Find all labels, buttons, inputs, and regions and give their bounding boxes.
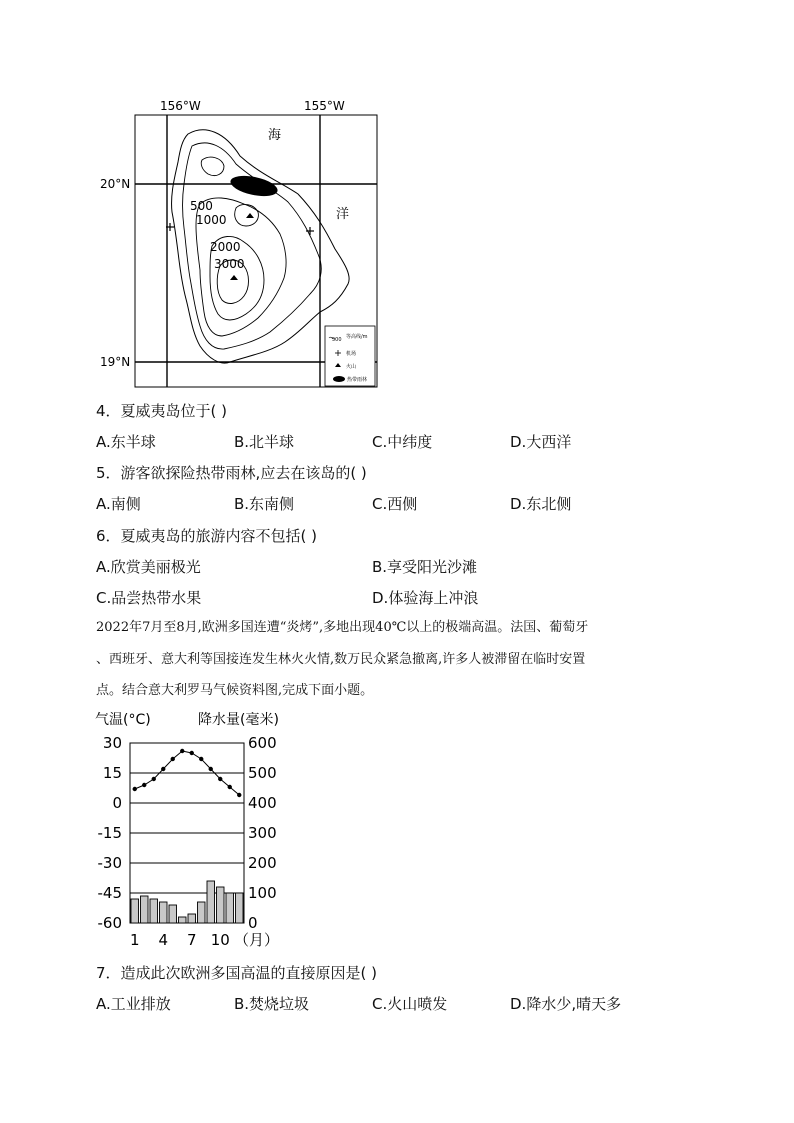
- lat-label-20n: 20°N: [100, 177, 131, 191]
- temperature-point: [190, 751, 194, 755]
- right-tick-label: 600: [248, 734, 277, 752]
- island-map-figure: [100, 94, 390, 394]
- temperature-point: [180, 749, 184, 753]
- contour-label-2000: 2000: [210, 240, 241, 254]
- temperature-point: [209, 767, 213, 771]
- contour-northwest: [201, 157, 224, 175]
- lon-label-156w: 156°W: [160, 99, 201, 113]
- legend-contour-label: 等高线/m: [346, 334, 368, 340]
- question-4-option-b[interactable]: B.北半球: [234, 433, 295, 451]
- climate-chart-svg: [90, 706, 310, 956]
- question-7-stem: 7．造成此次欧洲多国高温的直接原因是( ): [96, 964, 378, 982]
- sea-label-hai: 海: [268, 128, 282, 143]
- x-tick-label: 7: [186, 931, 197, 949]
- question-6-option-b[interactable]: B.享受阳光沙滩: [372, 558, 478, 576]
- temperature-point: [218, 777, 222, 781]
- right-tick-label: 0: [248, 914, 258, 932]
- legend-contour-value: 500: [332, 337, 342, 343]
- question-5-option-c[interactable]: C.西侧: [372, 495, 418, 513]
- lat-label-19n: 19°N: [100, 355, 131, 369]
- legend-volcano-label: 火山: [346, 364, 357, 370]
- precipitation-bar: [236, 893, 244, 923]
- precipitation-bar: [188, 914, 196, 923]
- temperature-point: [237, 793, 241, 797]
- temperature-point: [142, 783, 146, 787]
- contour-label-500: 500: [190, 199, 213, 213]
- passage-line-2: 、西班牙、意大利等国接连发生林火火情,数万民众紧急撤离,许多人被滞留在临时安置: [96, 652, 586, 667]
- temperature-point: [199, 757, 203, 761]
- x-tick-label: 4: [158, 931, 169, 949]
- question-6-option-c[interactable]: C.品尝热带水果: [96, 589, 202, 607]
- question-4-option-c[interactable]: C.中纬度: [372, 433, 433, 451]
- left-tick-label: -30: [97, 854, 122, 872]
- contour-north-peak: [235, 205, 259, 226]
- question-4-option-a[interactable]: A.东半球: [96, 433, 156, 451]
- coastline: [172, 130, 350, 363]
- temperature-point: [161, 767, 165, 771]
- right-tick-label: 300: [248, 824, 277, 842]
- contour-500: [183, 143, 322, 349]
- question-7-option-c[interactable]: C.火山喷发: [372, 995, 448, 1013]
- right-tick-label: 500: [248, 764, 277, 782]
- island-map: [100, 94, 390, 394]
- left-tick-label: 30: [102, 734, 122, 752]
- x-axis-label: （月）: [234, 931, 280, 949]
- left-tick-label: -15: [97, 824, 122, 842]
- precipitation-bar: [160, 902, 168, 923]
- question-6-option-a[interactable]: A.欣赏美丽极光: [96, 558, 201, 576]
- question-5-option-a[interactable]: A.南侧: [96, 495, 141, 513]
- question-5-stem: 5．游客欲探险热带雨林,应去在该岛的( ): [96, 464, 367, 482]
- x-tick-label: 10: [210, 931, 230, 949]
- left-axis-title: 气温(°C): [95, 712, 151, 728]
- question-7-option-a[interactable]: A.工业排放: [96, 995, 171, 1013]
- passage-line-1: 2022年7月至8月,欧洲多国连遭“炎烤”,多地出现40℃以上的极端高温。法国、葡萄牙: [96, 620, 589, 635]
- temperature-point: [228, 785, 232, 789]
- precipitation-bar: [150, 899, 158, 923]
- question-5-option-b[interactable]: B.东南侧: [234, 495, 295, 513]
- sea-label-yang: 洋: [336, 207, 350, 222]
- question-5-option-d[interactable]: D.东北侧: [510, 495, 572, 513]
- question-4-option-d[interactable]: D.大西洋: [510, 433, 572, 451]
- precipitation-bar: [179, 917, 187, 923]
- temperature-point: [171, 757, 175, 761]
- question-7-option-b[interactable]: B.焚烧垃圾: [234, 995, 310, 1013]
- map-legend: [325, 326, 375, 386]
- right-tick-label: 100: [248, 884, 277, 902]
- temperature-point: [133, 787, 137, 791]
- rainforest-area: [229, 172, 280, 200]
- x-tick-label: 1: [129, 931, 140, 949]
- rome-climate-chart: [90, 706, 310, 956]
- airport-icon: [306, 227, 314, 235]
- precipitation-bar: [217, 887, 225, 923]
- question-7-option-d[interactable]: D.降水少,晴天多: [510, 995, 622, 1013]
- legend-rainforest-label: 热带雨林: [347, 377, 368, 383]
- question-4-stem: 4．夏威夷岛位于( ): [96, 402, 228, 420]
- precipitation-bar: [141, 896, 149, 923]
- right-tick-label: 200: [248, 854, 277, 872]
- contour-label-1000: 1000: [196, 213, 227, 227]
- question-6-option-d[interactable]: D.体验海上冲浪: [372, 589, 479, 607]
- left-tick-label: 0: [112, 794, 122, 812]
- passage-line-3: 点。结合意大利罗马气候资料图,完成下面小题。: [96, 683, 374, 698]
- precipitation-bar: [198, 902, 206, 923]
- question-6-stem: 6．夏威夷岛的旅游内容不包括( ): [96, 527, 318, 545]
- precipitation-bar: [169, 905, 177, 923]
- lon-label-155w: 155°W: [304, 99, 345, 113]
- legend-airport-label: 机场: [346, 351, 357, 357]
- left-tick-label: -45: [97, 884, 122, 902]
- precipitation-bar: [207, 881, 215, 923]
- volcano-icon: [230, 275, 238, 280]
- temperature-point: [152, 777, 156, 781]
- left-tick-label: 15: [102, 764, 122, 782]
- legend-rainforest-icon: [333, 376, 345, 382]
- volcano-icon: [246, 213, 254, 218]
- contour-label-3000: 3000: [214, 257, 245, 271]
- precipitation-bar: [226, 893, 234, 923]
- right-axis-title: 降水量(毫米): [198, 712, 279, 728]
- right-tick-label: 400: [248, 794, 277, 812]
- left-tick-label: -60: [97, 914, 122, 932]
- precipitation-bar: [131, 899, 139, 923]
